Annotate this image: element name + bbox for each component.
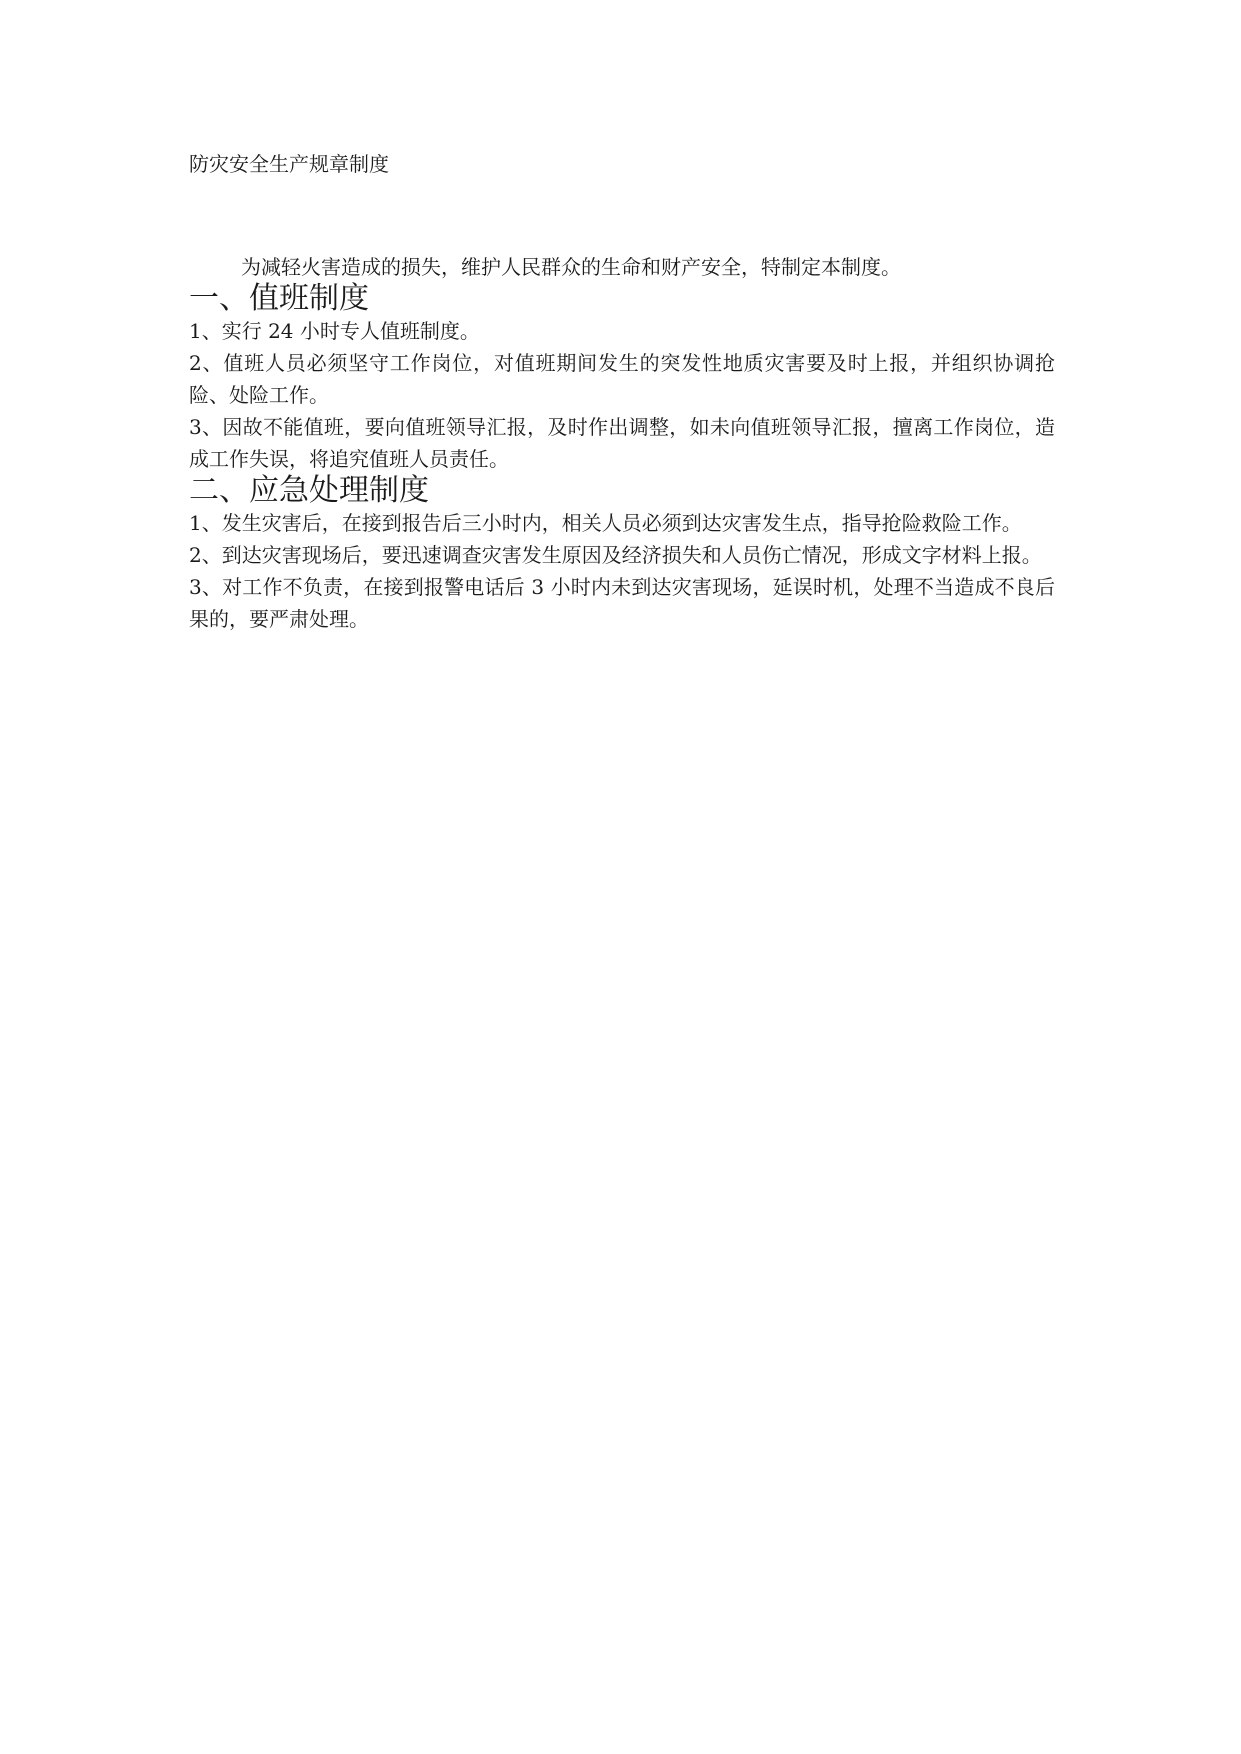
emergency-item-2: 2、到达灾害现场后，要迅速调查灾害发生原因及经济损失和人员伤亡情况，形成文字材料上报。 (189, 543, 1042, 567)
duty-item-2: 2、值班人员必须坚守工作岗位，对值班期间发生的突发性地质灾害要及时上报，并组织协调抢险、处险工作。 (189, 351, 1055, 407)
document-title: 防灾安全生产规章制度 (189, 152, 389, 176)
emergency-item-1: 1、发生灾害后，在接到报告后三小时内，相关人员必须到达灾害发生点，指导抢险救险工作。 (189, 511, 1022, 535)
intro-paragraph: 为减轻火害造成的损失，维护人民群众的生命和财产安全，特制定本制度。 (241, 255, 901, 279)
duty-item-1: 1、实行 24 小时专人值班制度。 (189, 319, 480, 343)
section-heading-emergency: 二、应急处理制度 (189, 473, 429, 508)
section-heading-duty: 一、值班制度 (189, 281, 369, 316)
document-body (189, 251, 1055, 635)
emergency-item-3: 3、对工作不负责，在接到报警电话后 3 小时内未到达灾害现场，延误时机，处理不当造成不良后果的，要严肃处理。 (189, 575, 1055, 631)
duty-item-3: 3、因故不能值班，要向值班领导汇报，及时作出调整，如未向值班领导汇报，擅离工作岗位，造成工作失误，将追究值班人员责任。 (189, 415, 1055, 471)
